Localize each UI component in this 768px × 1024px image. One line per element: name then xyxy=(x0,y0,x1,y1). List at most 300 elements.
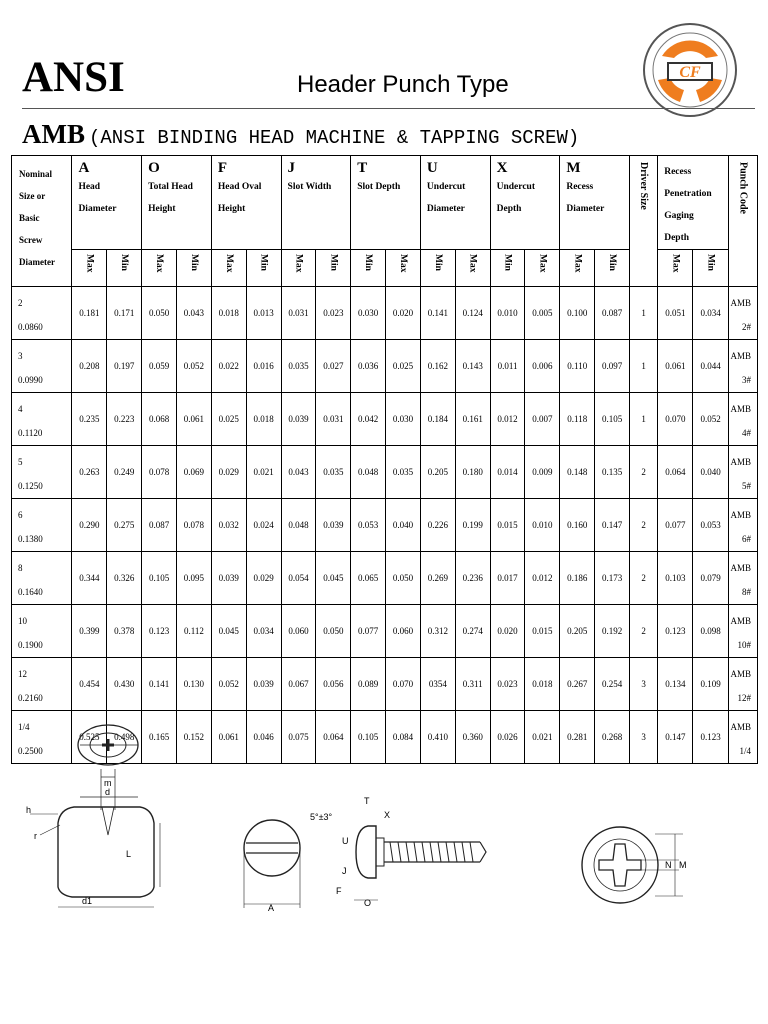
value-cell: 0.123 xyxy=(142,605,177,658)
value-cell: 0.378 xyxy=(107,605,142,658)
label-O: O xyxy=(364,898,372,908)
driver-size-header xyxy=(630,156,658,287)
minmax-cell xyxy=(246,250,281,287)
punch-code-size: 1/4 xyxy=(739,746,751,756)
recess-value-cell: 0.103 xyxy=(658,552,693,605)
value-cell: 0.016 xyxy=(246,340,281,393)
value-cell: 0.249 xyxy=(107,446,142,499)
value-cell: 0.124 xyxy=(455,287,490,340)
value-cell: 0.130 xyxy=(176,658,211,711)
value-cell: 0.180 xyxy=(455,446,490,499)
recess-value-cell: 0.051 xyxy=(658,287,693,340)
header-line: Size or xyxy=(19,191,46,201)
value-cell: 0.087 xyxy=(142,499,177,552)
dim-letter: U xyxy=(426,160,438,176)
value-cell: 0.399 xyxy=(72,605,107,658)
basic-diameter: 0.1380 xyxy=(18,534,43,544)
header-divider xyxy=(22,108,755,109)
value-cell: 0.018 xyxy=(246,393,281,446)
driver-size-label: Driver Size xyxy=(638,162,650,210)
recess-value-cell: 0.052 xyxy=(693,393,728,446)
recess-value-cell: 0.044 xyxy=(693,340,728,393)
nominal-size-cell xyxy=(12,393,72,446)
minmax-cell xyxy=(658,250,693,287)
value-cell: 0.141 xyxy=(420,287,455,340)
nominal-size-cell xyxy=(12,658,72,711)
recess-value-cell: 0.034 xyxy=(693,287,728,340)
table-row xyxy=(12,605,758,658)
punch-code-cell xyxy=(728,605,757,658)
screw-size: 6 xyxy=(18,510,23,520)
recess-value-cell: 0.079 xyxy=(693,552,728,605)
value-cell: 0.290 xyxy=(72,499,107,552)
minmax-label: Max xyxy=(223,254,234,273)
minmax-label: Min xyxy=(502,254,513,271)
screw-size: 2 xyxy=(18,298,23,308)
driver-size-cell: 2 xyxy=(630,499,658,552)
header-line: Screw xyxy=(19,235,43,245)
value-cell: 0.039 xyxy=(246,658,281,711)
recess-value-cell: 0.109 xyxy=(693,658,728,711)
value-cell: 0.326 xyxy=(107,552,142,605)
value-cell: 0.223 xyxy=(107,393,142,446)
nominal-size-cell xyxy=(12,287,72,340)
label-A: A xyxy=(268,903,275,913)
value-cell: 0.056 xyxy=(316,658,351,711)
minmax-cell xyxy=(176,250,211,287)
recess-penetration-header xyxy=(658,156,729,250)
value-cell: 0.148 xyxy=(560,446,595,499)
product-description: (ANSI BINDING HEAD MACHINE & TAPPING SCREW) xyxy=(89,127,580,149)
recess-value-cell: 0.053 xyxy=(693,499,728,552)
value-cell: 0.043 xyxy=(176,287,211,340)
screw-size: 1/4 xyxy=(18,722,30,732)
punch-code-prefix: AMB xyxy=(730,457,751,467)
punch-code-size: 3# xyxy=(742,375,751,385)
value-cell: 0.267 xyxy=(560,658,595,711)
value-cell: 0.007 xyxy=(525,393,560,446)
punch-code-prefix: AMB xyxy=(730,404,751,414)
basic-diameter: 0.0990 xyxy=(18,375,43,385)
basic-diameter: 0.0860 xyxy=(18,322,43,332)
value-cell: 0.065 xyxy=(351,552,386,605)
value-cell: 0.181 xyxy=(72,287,107,340)
value-cell: 0.162 xyxy=(420,340,455,393)
value-cell: 0.060 xyxy=(386,605,421,658)
nominal-size-cell xyxy=(12,499,72,552)
label-m: m xyxy=(104,778,112,788)
value-cell: 0.050 xyxy=(386,552,421,605)
value-cell: 0.054 xyxy=(281,552,316,605)
punch-code-prefix: AMB xyxy=(730,563,751,573)
value-cell: 0.208 xyxy=(72,340,107,393)
recess-label: Gaging xyxy=(664,211,694,221)
value-cell: 0.046 xyxy=(246,711,281,764)
dim-label: Undercut xyxy=(426,182,466,192)
header-line: Nominal xyxy=(19,169,53,179)
dim-header-u xyxy=(420,156,490,250)
recess-label: Recess xyxy=(664,167,692,177)
value-cell: 0.095 xyxy=(176,552,211,605)
value-cell: 0.105 xyxy=(351,711,386,764)
value-cell: 0.105 xyxy=(142,552,177,605)
recess-value-cell: 0.098 xyxy=(693,605,728,658)
punch-code-cell xyxy=(728,711,757,764)
punch-code-header xyxy=(728,156,757,287)
dim-label: Depth xyxy=(496,204,522,214)
value-cell: 0.105 xyxy=(595,393,630,446)
basic-diameter: 0.1640 xyxy=(18,587,43,597)
value-cell: 0.097 xyxy=(595,340,630,393)
table-row xyxy=(12,287,758,340)
punch-code-prefix: AMB xyxy=(730,616,751,626)
label-d1: d1 xyxy=(82,896,93,906)
recess-value-cell: 0.123 xyxy=(658,605,693,658)
nominal-size-cell xyxy=(12,605,72,658)
value-cell: 0.043 xyxy=(281,446,316,499)
value-cell: 0.030 xyxy=(351,287,386,340)
dim-letter: X xyxy=(496,160,508,176)
value-cell: 0.020 xyxy=(490,605,525,658)
label-T: T xyxy=(364,796,370,806)
value-cell: 0.017 xyxy=(490,552,525,605)
driver-size-cell: 2 xyxy=(630,552,658,605)
value-cell: 0.268 xyxy=(595,711,630,764)
value-cell: 0.005 xyxy=(525,287,560,340)
minmax-cell xyxy=(595,250,630,287)
driver-size-cell: 1 xyxy=(630,393,658,446)
value-cell: 0.045 xyxy=(211,605,246,658)
value-cell: 0.360 xyxy=(455,711,490,764)
recess-value-cell: 0.147 xyxy=(658,711,693,764)
screw-size: 4 xyxy=(18,404,23,414)
value-cell: 0.061 xyxy=(211,711,246,764)
punch-drawing xyxy=(20,715,170,910)
value-cell: 0.021 xyxy=(525,711,560,764)
value-cell: 0.052 xyxy=(211,658,246,711)
dim-header-j xyxy=(281,156,351,250)
recess-value-cell: 0.064 xyxy=(658,446,693,499)
nominal-size-cell xyxy=(12,340,72,393)
recess-value-cell: 0.061 xyxy=(658,340,693,393)
value-cell: 0.059 xyxy=(142,340,177,393)
value-cell: 0.269 xyxy=(420,552,455,605)
value-cell: 0.143 xyxy=(455,340,490,393)
table-row xyxy=(12,393,758,446)
dim-letter: T xyxy=(357,160,368,176)
dim-label: Height xyxy=(217,204,246,214)
minmax-label: Max xyxy=(398,254,408,273)
value-cell: 0.254 xyxy=(595,658,630,711)
recess-value-cell: 0.077 xyxy=(658,499,693,552)
logo-text: CF xyxy=(679,64,701,81)
value-cell: 0.012 xyxy=(525,552,560,605)
value-cell: 0.078 xyxy=(176,499,211,552)
value-cell: 0.045 xyxy=(316,552,351,605)
value-cell: 0.022 xyxy=(211,340,246,393)
minmax-cell xyxy=(525,250,560,287)
value-cell: 0.010 xyxy=(490,287,525,340)
punch-code-prefix: AMB xyxy=(730,510,751,520)
value-cell: 0.021 xyxy=(246,446,281,499)
punch-code-label: Punch Code xyxy=(737,162,749,214)
recess-label: Depth xyxy=(664,233,690,243)
value-cell: 0.344 xyxy=(72,552,107,605)
punch-code-prefix: AMB xyxy=(730,351,751,361)
minmax-label: Min xyxy=(328,254,339,271)
punch-code-cell xyxy=(728,446,757,499)
value-cell: 0.525 xyxy=(72,711,107,764)
value-cell: 0.274 xyxy=(455,605,490,658)
recess-value-cell: 0.123 xyxy=(693,711,728,764)
dim-letter: J xyxy=(287,160,296,176)
driver-size-cell: 2 xyxy=(630,446,658,499)
value-cell: 0.089 xyxy=(351,658,386,711)
nominal-size-header xyxy=(12,156,72,287)
dim-label: Height xyxy=(148,204,176,214)
dim-header-a xyxy=(72,156,142,250)
value-cell: 0.205 xyxy=(560,605,595,658)
value-cell: 0.024 xyxy=(246,499,281,552)
minmax-cell xyxy=(107,250,142,287)
value-cell: 0.197 xyxy=(107,340,142,393)
value-cell: 0.410 xyxy=(420,711,455,764)
value-cell: 0.186 xyxy=(560,552,595,605)
dim-header-f xyxy=(211,156,281,250)
punch-code-size: 5# xyxy=(742,481,751,491)
recess-value-cell: 0.040 xyxy=(693,446,728,499)
minmax-cell xyxy=(281,250,316,287)
basic-diameter: 0.1120 xyxy=(18,428,43,438)
minmax-cell xyxy=(351,250,386,287)
dim-label: Slot Depth xyxy=(357,182,401,192)
screw-drawing xyxy=(230,790,530,920)
driver-size-cell: 1 xyxy=(630,340,658,393)
value-cell: 0.025 xyxy=(211,393,246,446)
dim-header-m xyxy=(560,156,630,250)
value-cell: 0.014 xyxy=(490,446,525,499)
value-cell: 0.281 xyxy=(560,711,595,764)
value-cell: 0.078 xyxy=(142,446,177,499)
value-cell: 0.020 xyxy=(386,287,421,340)
basic-diameter: 0.1250 xyxy=(18,481,43,491)
value-cell: 0.068 xyxy=(142,393,177,446)
label-d: d xyxy=(105,787,111,797)
spec-table xyxy=(11,155,758,764)
value-cell: 0.147 xyxy=(595,499,630,552)
value-cell: 0.025 xyxy=(386,340,421,393)
minmax-label: Max xyxy=(537,254,548,273)
value-cell: 0.141 xyxy=(142,658,177,711)
screw-size: 12 xyxy=(18,669,27,679)
value-cell: 0.100 xyxy=(560,287,595,340)
minmax-label: Max xyxy=(154,254,165,273)
minmax-label: Min xyxy=(363,254,374,271)
driver-size-cell: 3 xyxy=(630,658,658,711)
minmax-label: Max xyxy=(670,254,681,273)
value-cell: 0.110 xyxy=(560,340,595,393)
punch-code-cell xyxy=(728,552,757,605)
brand-title: ANSI xyxy=(22,54,125,101)
dim-label: Recess xyxy=(566,182,594,192)
dim-label: Diameter xyxy=(566,204,605,214)
value-cell: 0.023 xyxy=(316,287,351,340)
label-h: h xyxy=(26,805,32,815)
value-cell: 0.454 xyxy=(72,658,107,711)
table-row xyxy=(12,658,758,711)
punch-code-size: 8# xyxy=(742,587,751,597)
value-cell: 0.006 xyxy=(525,340,560,393)
screw-size: 5 xyxy=(18,457,23,467)
value-cell: 0.013 xyxy=(246,287,281,340)
value-cell: 0.011 xyxy=(490,340,525,393)
minmax-label: Min xyxy=(188,254,199,271)
dim-label: Head Oval xyxy=(217,182,262,192)
value-cell: 0.018 xyxy=(211,287,246,340)
minmax-label: Min xyxy=(119,254,130,271)
value-cell: 0.026 xyxy=(490,711,525,764)
minmax-label: Max xyxy=(84,254,95,273)
value-cell: 0.023 xyxy=(490,658,525,711)
value-cell: 0.084 xyxy=(386,711,421,764)
minmax-label: Min xyxy=(607,254,618,271)
dim-label: Diameter xyxy=(426,204,465,214)
value-cell: 0.161 xyxy=(455,393,490,446)
minmax-cell xyxy=(211,250,246,287)
value-cell: 0.235 xyxy=(72,393,107,446)
minmax-label: Min xyxy=(432,254,443,271)
driver-size-cell: 2 xyxy=(630,605,658,658)
label-r: r xyxy=(34,831,37,841)
value-cell: 0.077 xyxy=(351,605,386,658)
value-cell: 0.039 xyxy=(211,552,246,605)
value-cell: 0.010 xyxy=(525,499,560,552)
value-cell: 0354 xyxy=(420,658,455,711)
value-cell: 0.015 xyxy=(525,605,560,658)
value-cell: 0.498 xyxy=(107,711,142,764)
value-cell: 0.184 xyxy=(420,393,455,446)
punch-code-prefix: AMB xyxy=(730,722,751,732)
value-cell: 0.152 xyxy=(176,711,211,764)
minmax-label: Min xyxy=(258,254,269,271)
minmax-cell xyxy=(490,250,525,287)
dim-letter: F xyxy=(217,160,228,176)
value-cell: 0.034 xyxy=(246,605,281,658)
value-cell: 0.050 xyxy=(142,287,177,340)
punch-code-cell xyxy=(728,340,757,393)
minmax-cell xyxy=(316,250,351,287)
dim-header-t xyxy=(351,156,421,250)
value-cell: 0.112 xyxy=(176,605,211,658)
value-cell: 0.039 xyxy=(281,393,316,446)
screw-size: 8 xyxy=(18,563,23,573)
value-cell: 0.087 xyxy=(595,287,630,340)
table-row xyxy=(12,499,758,552)
value-cell: 0.035 xyxy=(386,446,421,499)
basic-diameter: 0.2500 xyxy=(18,746,43,756)
label-N: N xyxy=(665,860,672,870)
minmax-cell xyxy=(142,250,177,287)
minmax-cell xyxy=(455,250,490,287)
punch-code-size: 12# xyxy=(737,693,751,703)
value-cell: 0.030 xyxy=(386,393,421,446)
screw-size: 10 xyxy=(18,616,27,626)
value-cell: 0.430 xyxy=(107,658,142,711)
table-header-row xyxy=(12,156,758,250)
table-row xyxy=(12,340,758,393)
driver-size-cell: 3 xyxy=(630,711,658,764)
minmax-cell xyxy=(693,250,728,287)
value-cell: 0.039 xyxy=(316,499,351,552)
value-cell: 0.029 xyxy=(211,446,246,499)
label-F: F xyxy=(336,886,342,896)
value-cell: 0.048 xyxy=(351,446,386,499)
minmax-cell xyxy=(560,250,595,287)
punch-code-cell xyxy=(728,287,757,340)
screw-size: 3 xyxy=(18,351,23,361)
value-cell: 0.053 xyxy=(351,499,386,552)
value-cell: 0.199 xyxy=(455,499,490,552)
label-U: U xyxy=(342,836,349,846)
value-cell: 0.275 xyxy=(107,499,142,552)
label-angle: 5°±3° xyxy=(310,812,333,822)
minmax-label: Max xyxy=(572,254,583,273)
value-cell: 0.050 xyxy=(316,605,351,658)
company-logo xyxy=(640,20,740,120)
punch-code-size: 2# xyxy=(742,322,751,332)
value-cell: 0.070 xyxy=(386,658,421,711)
minmax-label: Max xyxy=(293,254,304,273)
value-cell: 0.032 xyxy=(211,499,246,552)
minmax-cell xyxy=(72,250,107,287)
value-cell: 0.135 xyxy=(595,446,630,499)
minmax-cell xyxy=(386,250,421,287)
dim-label: Total Head xyxy=(148,182,193,192)
value-cell: 0.311 xyxy=(455,658,490,711)
nominal-size-cell xyxy=(12,446,72,499)
value-cell: 0.036 xyxy=(351,340,386,393)
dim-label: Head xyxy=(78,182,101,192)
punch-code-size: 6# xyxy=(742,534,751,544)
value-cell: 0.263 xyxy=(72,446,107,499)
punch-code-cell xyxy=(728,393,757,446)
value-cell: 0.067 xyxy=(281,658,316,711)
dim-label: Diameter xyxy=(78,204,117,214)
value-cell: 0.015 xyxy=(490,499,525,552)
table-row xyxy=(12,552,758,605)
product-code: AMB xyxy=(22,119,85,149)
punch-code-prefix: AMB xyxy=(730,669,751,679)
header-line: Diameter xyxy=(19,257,55,267)
value-cell: 0.035 xyxy=(281,340,316,393)
value-cell: 0.040 xyxy=(386,499,421,552)
basic-diameter: 0.1900 xyxy=(18,640,43,650)
table-row xyxy=(12,446,758,499)
nominal-size-cell xyxy=(12,552,72,605)
dim-letter: A xyxy=(78,160,90,176)
dim-letter: M xyxy=(566,160,581,176)
value-cell: 0.171 xyxy=(107,287,142,340)
value-cell: 0.018 xyxy=(525,658,560,711)
dim-label: Slot Width xyxy=(287,182,332,192)
recess-value-cell: 0.070 xyxy=(658,393,693,446)
value-cell: 0.192 xyxy=(595,605,630,658)
value-cell: 0.048 xyxy=(281,499,316,552)
value-cell: 0.075 xyxy=(281,711,316,764)
label-M: M xyxy=(679,860,687,870)
driver-size-cell: 1 xyxy=(630,287,658,340)
label-L: L xyxy=(126,849,132,859)
